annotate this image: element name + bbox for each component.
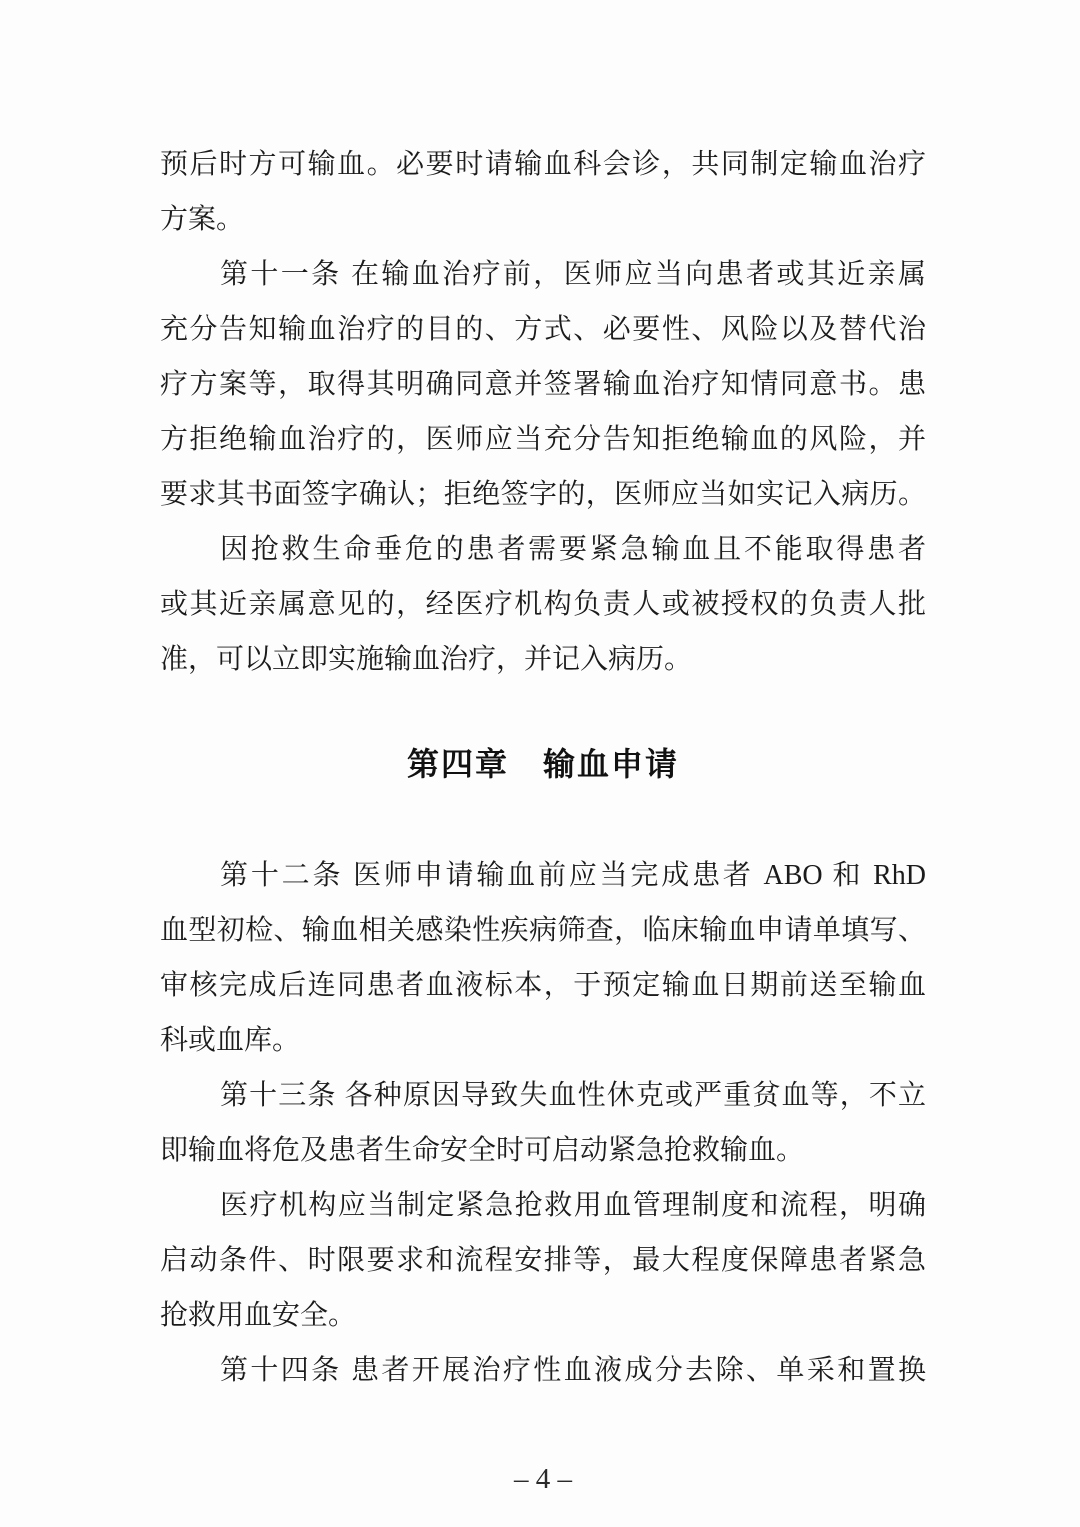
text-line: 准，可以立即实施输血治疗，并记入病历。: [160, 644, 693, 675]
text-line: 审核完成后连同患者血液标本，于预定输血日期前送至输血: [160, 970, 926, 1001]
text-line: 即输血将危及患者生命安全时可启动紧急抢救输血。: [160, 1135, 805, 1166]
text-line: 方案。: [160, 204, 245, 235]
text-line: 医疗机构应当制定紧急抢救用血管理制度和流程，明确: [220, 1190, 926, 1221]
chapter-heading: 第四章 输血申请: [406, 746, 679, 782]
text-line: 第十四条 患者开展治疗性血液成分去除、单采和置换: [220, 1355, 926, 1386]
chapter-body: [160, 848, 926, 1398]
text-line: 科或血库。: [160, 1025, 301, 1056]
text-line: 因抢救生命垂危的患者需要紧急输血且不能取得患者: [220, 534, 926, 565]
text-line: 血型初检、输血相关感染性疾病筛查，临床输血申请单填写、: [160, 915, 926, 946]
text-line: 或其近亲属意见的，经医疗机构负责人或被授权的负责人批: [160, 589, 926, 620]
text-line: 启动条件、时限要求和流程安排等，最大程度保障患者紧急: [160, 1245, 926, 1276]
text-line: 抢救用血安全。: [160, 1300, 357, 1331]
text-line: 要求其书面签字确认；拒绝签字的，医师应当如实记入病历。: [160, 479, 926, 510]
text-line: 第十一条 在输血治疗前，医师应当向患者或其近亲属: [220, 259, 926, 290]
text-line: 方拒绝输血治疗的，医师应当充分告知拒绝输血的风险，并: [160, 424, 926, 455]
text-line: 疗方案等，取得其明确同意并签署输血治疗知情同意书。患: [160, 369, 926, 400]
text-line: 充分告知输血治疗的目的、方式、必要性、风险以及替代治: [160, 314, 926, 345]
page-number: – 4 –: [514, 1463, 572, 1495]
text-line: 第十三条 各种原因导致失血性休克或严重贫血等，不立: [220, 1080, 926, 1111]
text-line: 预后时方可输血。必要时请输血科会诊，共同制定输血治疗: [160, 149, 926, 180]
body-text: [160, 0, 926, 1496]
text-line: 第十二条 医师申请输血前应当完成患者 ABO 和 RhD: [220, 860, 926, 891]
